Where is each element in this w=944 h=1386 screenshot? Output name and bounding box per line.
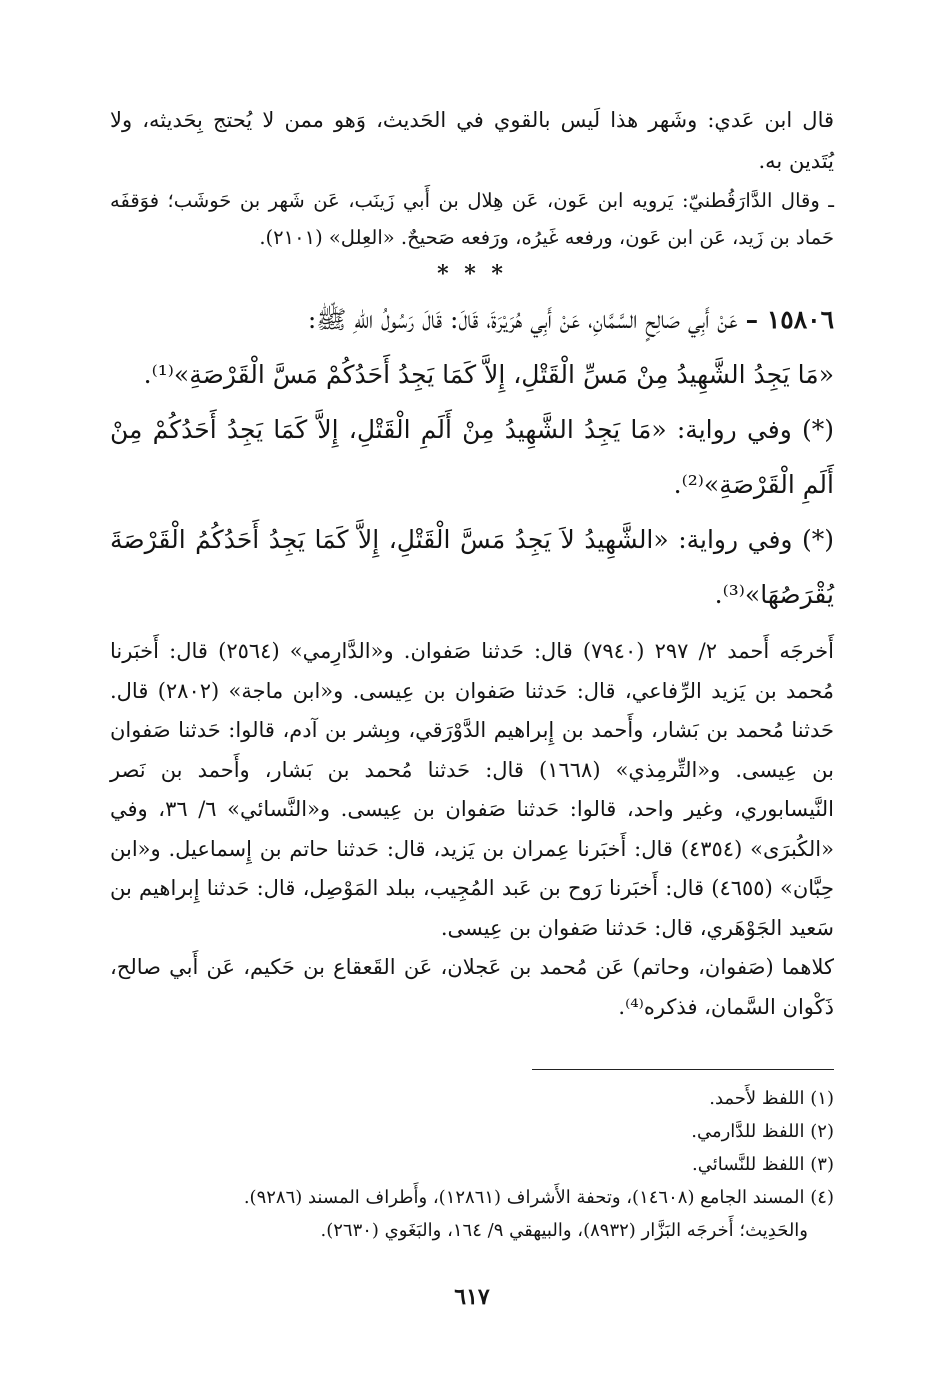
footnote-4: (٤) المسند الجامع (١٤٦٠٨)، وتحفة الأَشراف (١٢٨٦١)، وأَطراف المسند (٩٢٨٦). [243,1187,834,1208]
hadith-riwaya-1: (*) وفي رواية: «مَا يَجِدُ الشَّهِيدُ مِنْ أَلَمِ الْقَتْلِ، إِلاَّ كَمَا يَجِدُ أَحَدُكُمْ مِنْ أَلَمِ الْقَرْصَةِ»⁽²⁾. [110,415,834,499]
footnote-1: (١) اللفظ لأَحمد. [709,1088,834,1109]
footnote-divider [532,1069,834,1070]
commentary-daraqutni: ـ وقال الدَّارَقُطنيّ: يَرويه ابن عَون، عَن هِلال بن أَبي زَينَب، عَن شَهر بن حَوشَب؛ فوَقفَه حَماد بن زَيد، عَن ابن عَون، ورفعه غَيرُه، ورَفعه صَحيحٌ. «العِلل» (٢١٠١). [110,189,834,249]
hadith-number: ١٥٨٠٦ – [745,305,834,334]
hadith-text: «مَا يَجِدُ الشَّهِيدُ مِنْ مَسِّ الْقَتْلِ، إِلاَّ كَمَا يَجِدُ أَحَدُكُمْ مَسَّ الْقَرْصَةِ»⁽¹⁾. [143,360,834,389]
isnad-paragraph: كلاهما (صَفوان، وحاتم) عَن مُحمد بن عَجلان، عَن القَعقاع بن حَكيم، عَن أَبي صالح، ذَكْوان السَّمان، فذكره⁽⁴⁾. [110,955,834,1019]
hadith-chain: عَنْ أَبِي صَالِحٍ السَّمَّانِ، عَنْ أَبِي هُرَيْرَةَ، قَالَ: قَالَ رَسُولُ اللهِ ﷺ: [307,305,738,334]
footnote-4-continued: والحَدِيث؛ أَخرجَه البَزَّار (٨٩٣٢)، والبيهقي ٩/ ١٦٤، والبَغَوي (٢٦٣٠). [320,1220,808,1241]
commentary-ibn-adi: قال ابن عَدي: وشَهر هذا لَيس بالقوي في الحَديث، وَهو ممن لا يُحتج بِحَديثه، ولا يُتَدين به. [110,108,835,173]
footnote-3: (٣) اللفظ للنَّسائي. [692,1154,834,1175]
section-separator: * * * [437,261,507,287]
hadith-riwaya-2: (*) وفي رواية: «الشَّهِيدُ لاَ يَجِدُ مَسَّ الْقَتْلِ، إِلاَّ كَمَا يَجِدُ أَحَدُكُمُ الْقَرْصَةَ يُقْرَصُهَا»⁽³⁾. [110,525,834,609]
footnotes [110,1082,834,1247]
footnote-2: (٢) اللفظ للدَّارمي. [691,1121,834,1142]
hadith-opening [110,292,834,347]
takhrij-paragraph: أَخرجَه أَحمد ٢/ ٢٩٧ (٧٩٤٠) قال: حَدثنا صَفوان. و«الدَّارِمي» (٢٥٦٤) قال: أَخبَرنا مُحمد بن يَزيد الرِّفاعي، قال: حَدثنا صَفوان بن عِيسى. و«ابن ماجة» (٢٨٠٢) قال. حَدثنا مُحمد بن بَشار، وأَحمد بن إِبراهيم الدَّوْرَقي، وبِشر بن آدم، قالوا: حَدثنا صَفوان بن عِيسى. و«التِّرمِذي» (١٦٦٨) قال: حَدثنا مُحمد بن بَشار، وأَحمد بن نَصر النَّيسابوري، وغير واحد، قالوا: حَدثنا صَفوان بن عِيسى. و«النَّسائي» ٦/ ٣٦، وفي «الكُبرَى» (٤٣٥٤) قال: أَخبَرنا عِمران بن يَزيد، قال: حَدثنا حاتم بن إِسماعيل. و«ابن حِبَّان» (٤٦٥٥) قال: أَخبَرنا رَوح بن عَبد المُجِيب، ببلد المَوْصِل، قال: حَدثنا إِبراهيم بن سَعيد الجَوْهَري، قال: حَدثنا صَفوان بن عِيسى. [110,639,835,940]
page-body [110,100,834,1027]
page-number: ٦١٧ [454,1284,490,1310]
